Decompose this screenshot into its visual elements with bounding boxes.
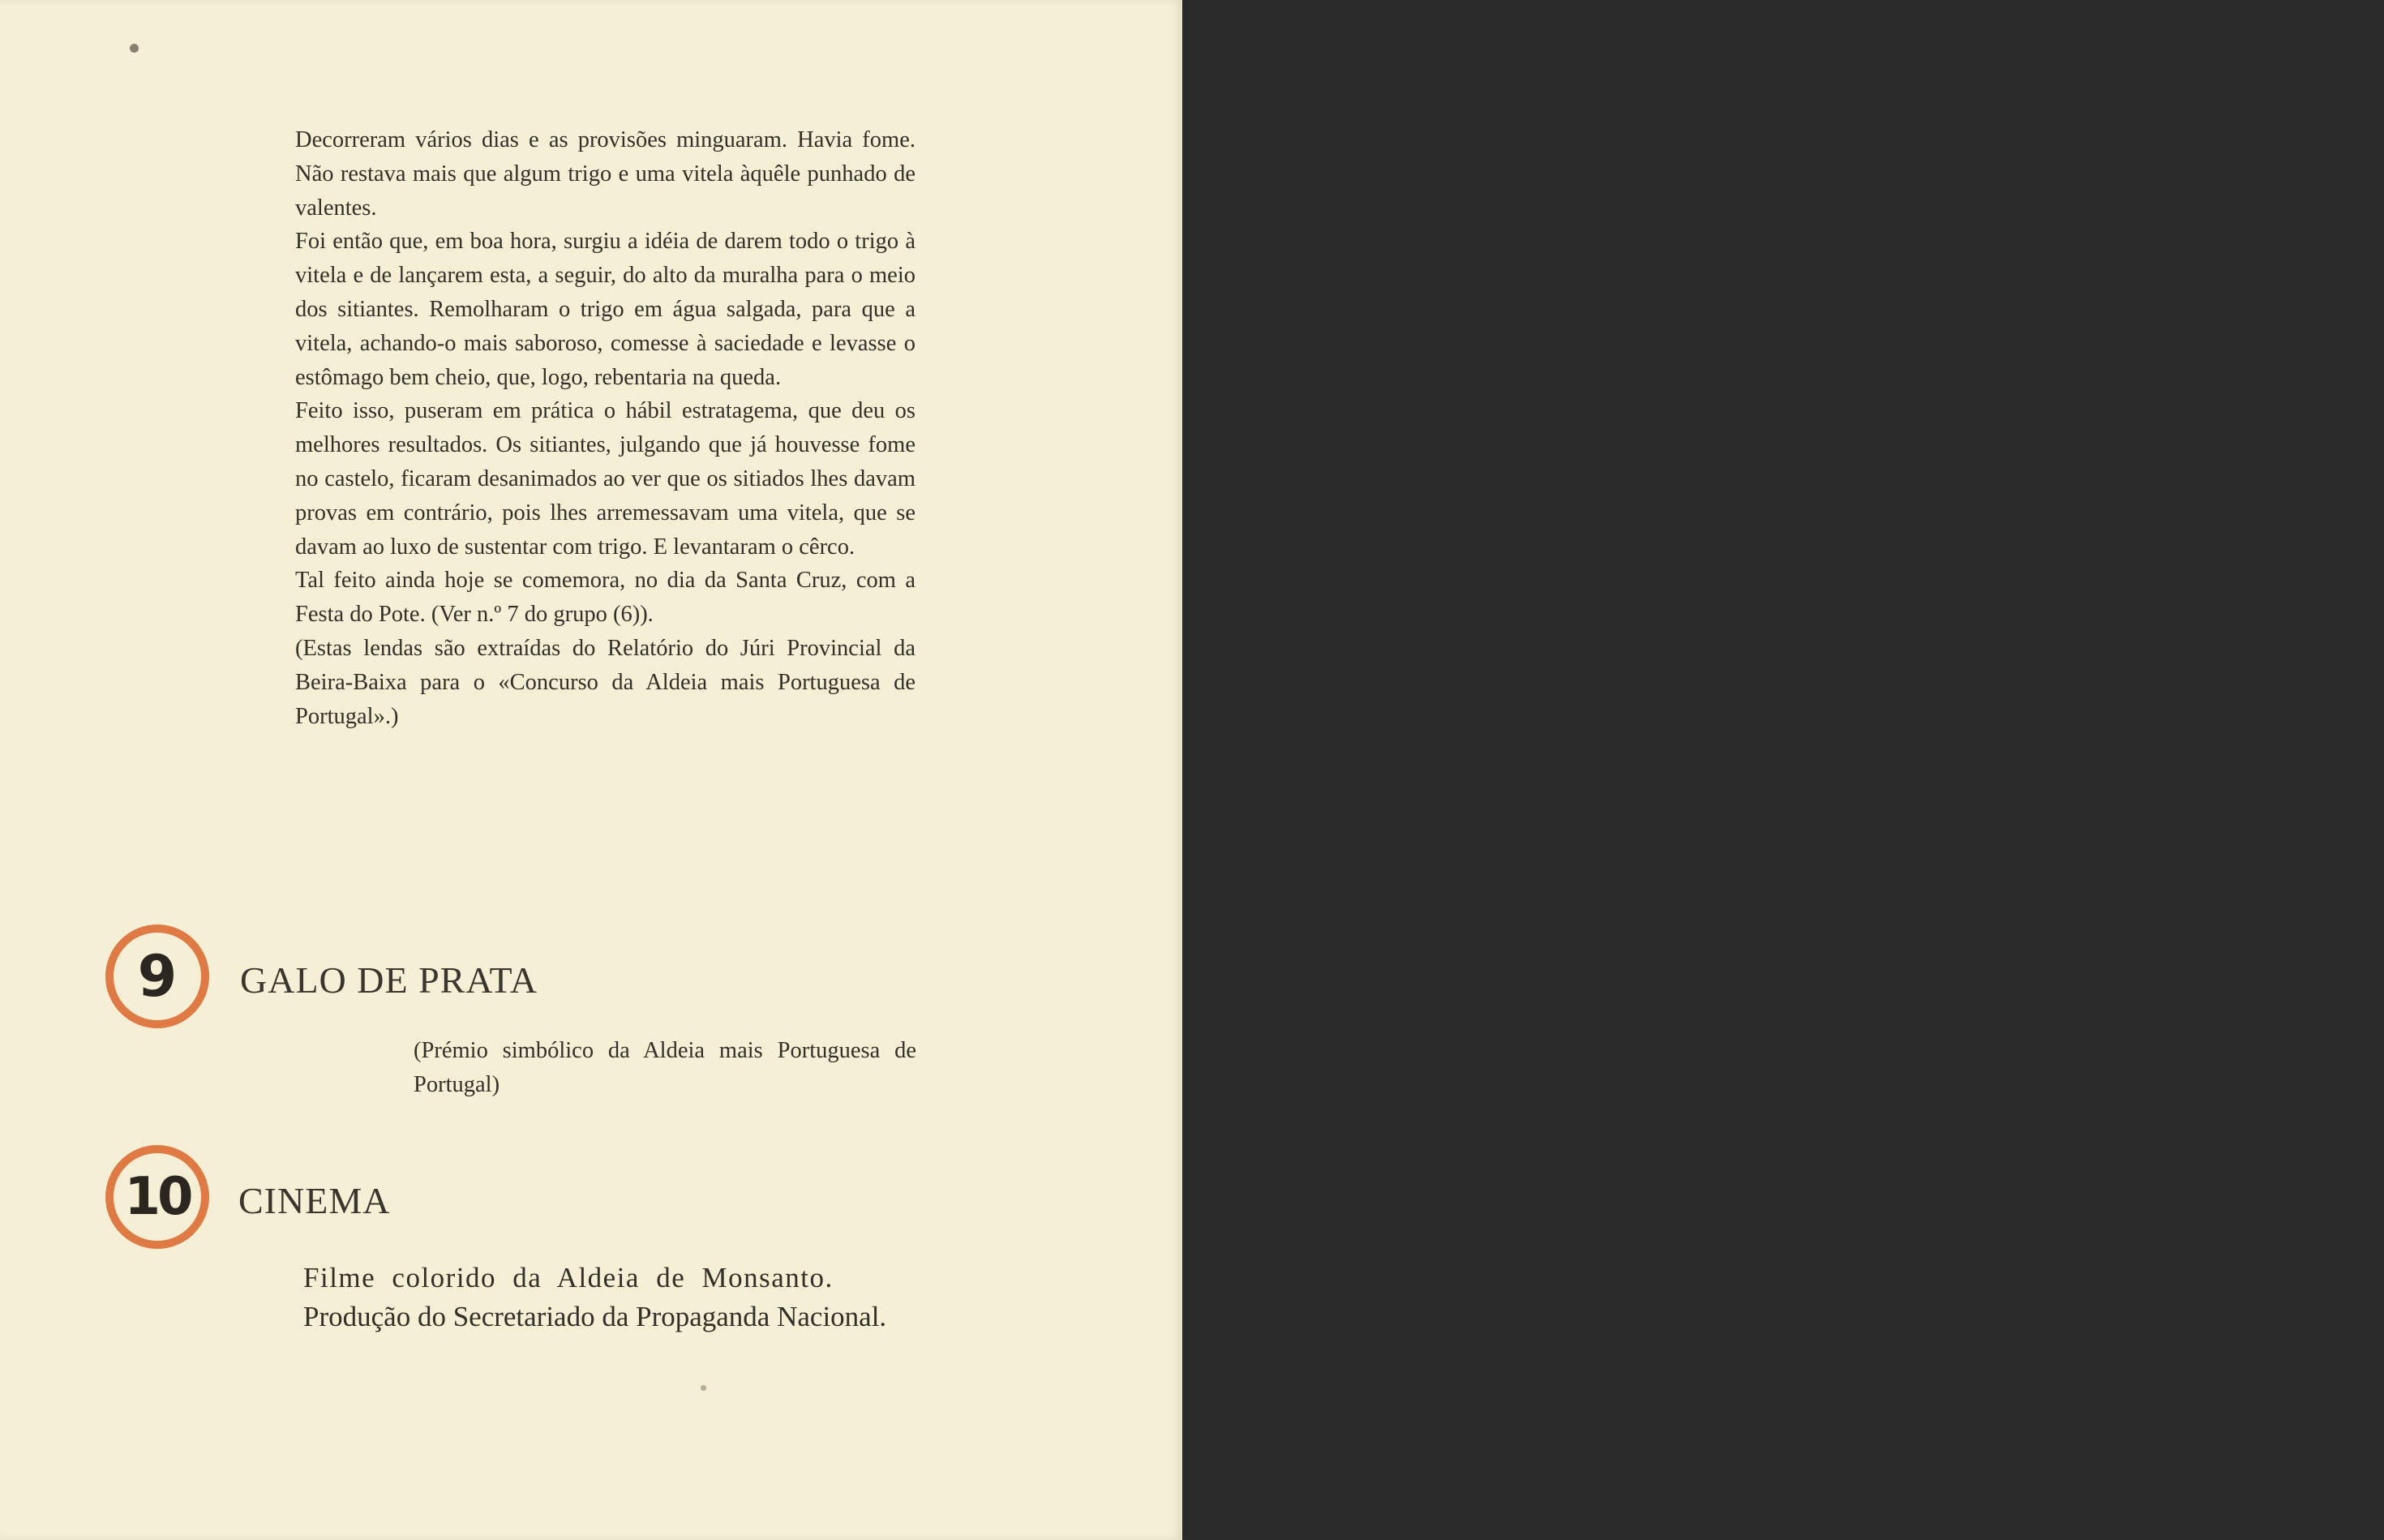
paragraph: Foi então que, em boa hora, surgiu a idéia de darem todo o trigo à vitela e de lançarem esta, a seguir, do alto da muralha para o meio dos sitiantes. Remolharam o trigo em água salgada, para que a vitela, achando-o mais saboroso, comesse à saciedade e levasse o estômago bem cheio, que, logo, rebentaria na queda. — [295, 229, 915, 390]
section-number: 9 — [137, 943, 178, 1010]
section-subtitle — [303, 1259, 915, 1336]
back-cover — [1182, 0, 2384, 1540]
paragraph: Tal feito ainda hoje se comemora, no dia da Santa Cruz, com a Festa do Pote. (Ver n.º 7 do grupo (6)). — [295, 568, 915, 628]
body-text — [295, 123, 915, 733]
section-number-badge — [105, 924, 209, 1028]
paper-speck — [701, 1385, 706, 1391]
section-subtitle: (Prémio simbólico da Aldeia mais Portuguesa de Portugal) — [414, 1038, 916, 1097]
paragraph: Decorreram vários dias e as provisões minguaram. Havia fome. Não restava mais que algum trigo e uma vitela àquêle punhado de valentes. — [295, 127, 915, 221]
subtitle-line: Filme colorido da Aldeia de Monsanto. — [303, 1262, 834, 1293]
left-page — [0, 0, 1182, 1540]
paragraph: Feito isso, puseram em prática o hábil estratagema, que deu os melhores resultados. Os sitiantes, julgando que já houvesse fome no castelo, ficaram desanimados ao ver que os sitiados lhes davam provas em contrário, pois lhes arremessavam uma vitela, que se davam ao luxo de sustentar com trigo. E levantaram o cêrco. — [295, 398, 915, 560]
subtitle-line: Produção do Secretariado da Propaganda Nacional. — [303, 1301, 887, 1332]
paragraph: (Estas lendas são extraídas do Relatório do Júri Provincial da Beira-Baixa para o «Concurso da Aldeia mais Portuguesa de Portugal».) — [295, 635, 915, 729]
section-title: CINEMA — [238, 1180, 391, 1221]
section-number: 10 — [124, 1167, 191, 1227]
section-number-badge — [105, 1145, 209, 1249]
section-title: GALO DE PRATA — [240, 959, 538, 1001]
paper-speck — [130, 44, 139, 53]
